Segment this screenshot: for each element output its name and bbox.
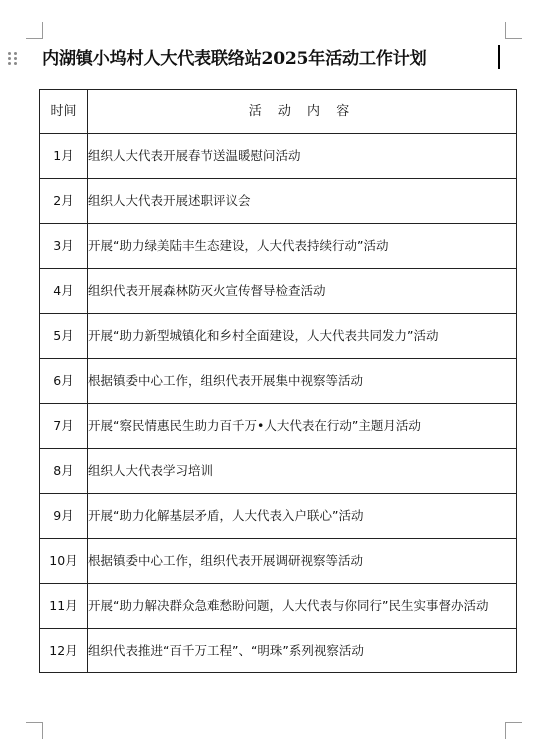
month-cell: 7月 <box>40 404 88 449</box>
month-cell: 9月 <box>40 494 88 539</box>
document-title[interactable]: 内湖镇小坞村人大代表联络站2025年活动工作计划 <box>42 49 427 69</box>
activity-cell: 组织代表开展森林防灭火宣传督导检查活动 <box>88 269 517 314</box>
table-row <box>40 269 517 314</box>
activity-plan-table <box>39 89 517 673</box>
month-cell: 5月 <box>40 314 88 359</box>
crop-mark-bottom-left <box>26 722 43 739</box>
table-row <box>40 584 517 629</box>
month-cell: 2月 <box>40 179 88 224</box>
month-cell: 6月 <box>40 359 88 404</box>
table-row <box>40 629 517 673</box>
activity-cell: 根据镇委中心工作，组织代表开展集中视察等活动 <box>88 359 517 404</box>
paragraph-drag-handle-icon[interactable] <box>8 52 18 66</box>
month-cell: 4月 <box>40 269 88 314</box>
table-row <box>40 449 517 494</box>
activity-cell: 开展“助力绿美陆丰生态建设，人大代表持续行动”活动 <box>88 224 517 269</box>
month-cell: 12月 <box>40 629 88 673</box>
table-row <box>40 134 517 179</box>
table-row <box>40 494 517 539</box>
activity-cell: 组织人大代表开展述职评议会 <box>88 179 517 224</box>
month-cell: 1月 <box>40 134 88 179</box>
month-cell: 10月 <box>40 539 88 584</box>
table-row <box>40 314 517 359</box>
crop-mark-top-right <box>505 22 522 39</box>
month-cell: 3月 <box>40 224 88 269</box>
crop-mark-top-left <box>26 22 43 39</box>
activity-cell: 组织代表推进“百千万工程”、“明珠”系列视察活动 <box>88 629 517 673</box>
month-cell: 8月 <box>40 449 88 494</box>
table-header-row <box>40 90 517 134</box>
crop-mark-bottom-right <box>505 722 522 739</box>
activity-cell: 组织人大代表学习培训 <box>88 449 517 494</box>
table-row <box>40 179 517 224</box>
activity-cell: 组织人大代表开展春节送温暖慰问活动 <box>88 134 517 179</box>
table-row <box>40 359 517 404</box>
table-row <box>40 224 517 269</box>
activity-cell: 开展“察民情惠民生助力百千万•人大代表在行动”主题月活动 <box>88 404 517 449</box>
header-time: 时间 <box>40 90 88 134</box>
activity-cell: 开展“助力解决群众急难愁盼问题，人大代表与你同行”民生实事督办活动 <box>88 584 517 629</box>
activity-cell: 开展“助力化解基层矛盾，人大代表入户联心”活动 <box>88 494 517 539</box>
activity-cell: 开展“助力新型城镇化和乡村全面建设，人大代表共同发力”活动 <box>88 314 517 359</box>
header-activity-content: 活 动 内 容 <box>88 90 517 134</box>
table-row <box>40 404 517 449</box>
table-row <box>40 539 517 584</box>
month-cell: 11月 <box>40 584 88 629</box>
activity-cell: 根据镇委中心工作，组织代表开展调研视察等活动 <box>88 539 517 584</box>
text-cursor <box>498 45 500 69</box>
